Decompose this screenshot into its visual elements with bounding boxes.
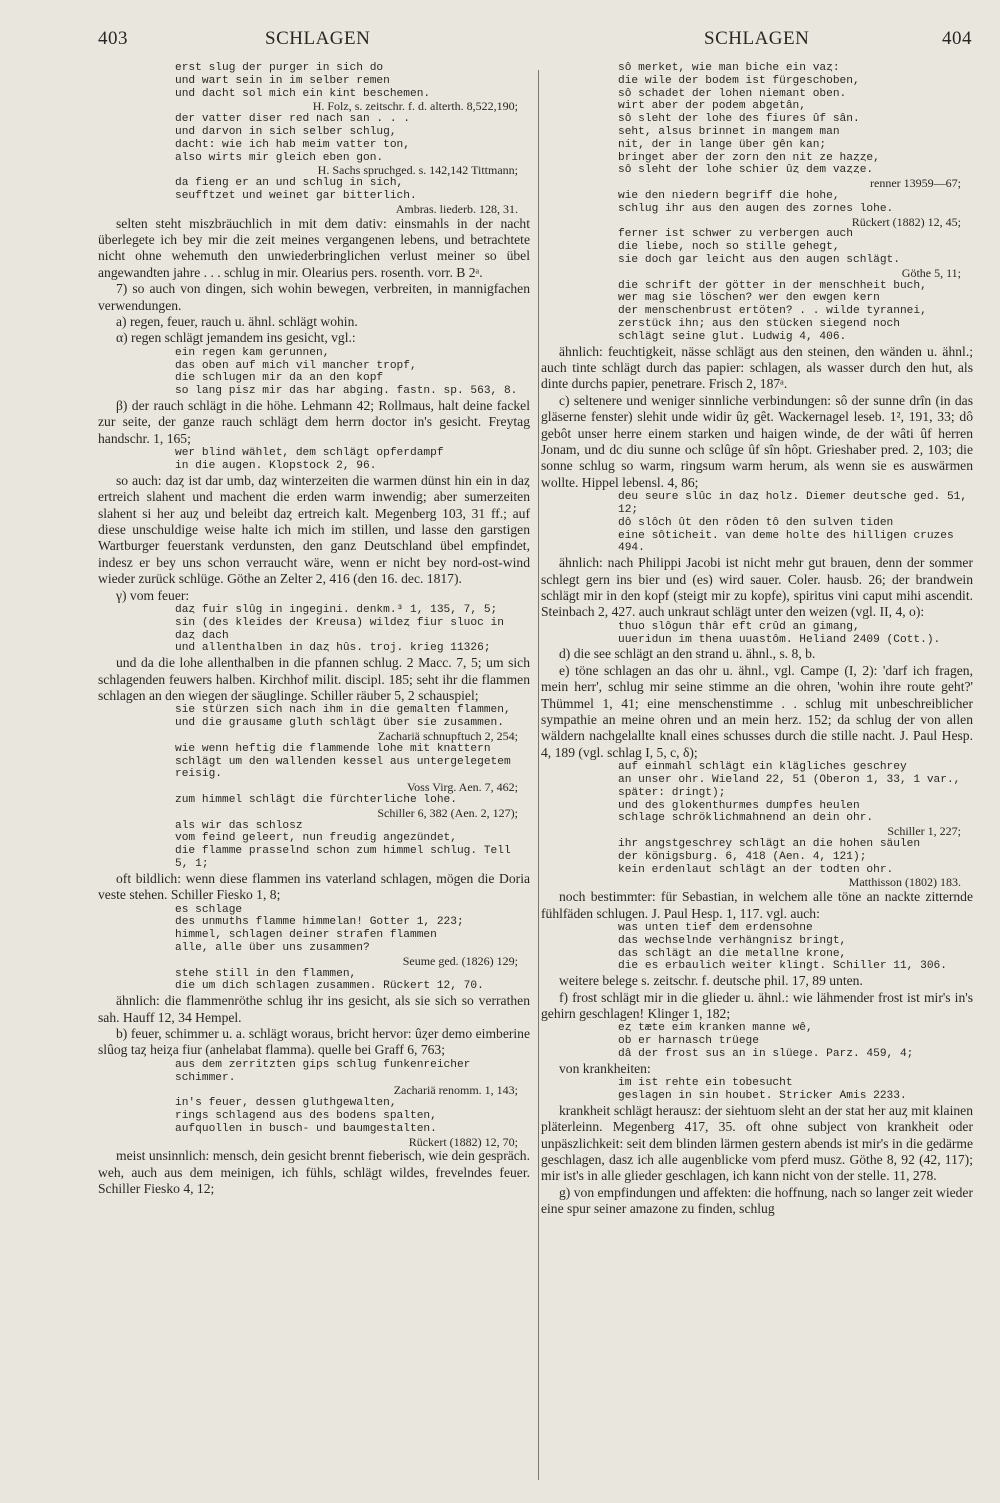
quote-line: die flamme prasselnd schon zum himmel schlug. Tell 5, 1; — [175, 845, 511, 871]
paragraph: ähnlich: feuchtigkeit, nässe schlägt aus den steinen, den wänden u. ähnl.; auch tinte schlägt durch das papier: schlagen, als wasser durch den hut, als dinte durchs papier, penetrare. Frisch 2, 187ᵃ. — [541, 343, 973, 392]
quote-line: uueridun im thena uuastôm. Heliand 2409 (Cott.). — [618, 633, 941, 646]
quote-line: wer mag sie löschen? wer den ewgen kern — [618, 292, 880, 305]
quote-line: in die augen. Klopstock 2, 96. — [175, 460, 377, 473]
quote-line: bringet aber der zorn den nit ze haȥȥe, — [618, 151, 880, 164]
quote-line: wie den niedern begriff die hohe, — [618, 189, 840, 202]
quote-line: seht, alsus brinnet in mangem man — [618, 125, 840, 138]
paragraph: von krankheiten: — [559, 1060, 651, 1076]
quote-line: ob er harnasch trüege — [618, 1035, 759, 1048]
right-page-number: 404 — [942, 28, 972, 49]
quote-line: sin (des kleides der Kreusa) wildeȥ fiur sluoc in daȥ dach — [175, 616, 504, 642]
quote-line: stehe still in den flammen, — [175, 967, 357, 980]
citation: H. Folz, s. zeitschr. f. d. alterth. 8,522,190; — [312, 99, 518, 114]
quote-line: dacht: wie ich hab meim vatter ton, — [175, 138, 410, 151]
paragraph: meist unsinnlich: mensch, dein gesicht brennt fieberisch, wie dein gespräch. weh, auch aus dem meinigen, ich fühls, schlägt wildes, frevelndes feuer. Schiller Fiesko 4, 12; — [98, 1148, 530, 1197]
paragraph: ähnlich: nach Philippi Jacobi ist nicht mehr gut brauen, denn der sommer schlegt gern ins bier und (es) wird sauer. Coler. hausb. 26; der brandwein schlägt mir in den kopf (steigt mir zu kopfe), spiritus vini caput mihi ascendit. Steinbach 2, 427. auch unkraut schlägt unter den weizen (vgl. II, 4, o): — [541, 555, 973, 620]
quote-line: wer blind wählet, dem schlägt opferdampf — [175, 447, 444, 460]
running-header — [0, 28, 1000, 58]
citation: Voss Virg. Aen. 7, 462; — [407, 780, 518, 795]
quote-line: und die grausame gluth schlägt über sie zusammen. — [175, 717, 504, 730]
paragraph: so auch: daȥ ist dar umb, daȥ winterzeiten die warmen dünst hin ein in daȥ ertreich slahent und machent die erden warm inwendig; aber sumerzeiten slahent si her auȥ und beleibt daȥ ertreich kalt. Megenberg 103, 31 ff.; auf diese unschuldige weise halte ich mich im stillen, und lasse den garstigen Wartburger feuerstank verdunsten, den ganz Deutschland übel empfindet, indesz er bey uns schon verraucht wäre, wenn er nicht bey nord-ost-wind wieder zurück schlüge. Göthe an Zelter 2, 416 (den 16. dec. 1817). — [98, 472, 530, 587]
quote-line: der königsburg. 6, 418 (Aen. 4, 121); — [618, 850, 867, 863]
quote-line: die schlugen mir da an den kopf — [175, 372, 384, 385]
citation: H. Sachs spruchged. s. 142,142 Tittmann; — [317, 163, 518, 178]
citation: Rückert (1882) 12, 70; — [408, 1134, 518, 1149]
quote-line: schlug ihr aus den augen des zornes lohe. — [618, 202, 894, 215]
citation: Zachariä schnupftuch 2, 254; — [378, 729, 518, 744]
quote-line: daȥ fuir slûg in ingegini. denkm.³ 1, 135, 7, 5; — [175, 604, 498, 617]
quote-line: zum himmel schlägt die fürchterliche lohe. — [175, 794, 457, 807]
quote-line: dâ der frost sus an in slüege. Parz. 459, 4; — [618, 1048, 914, 1061]
quote-line: die wile der bodem ist fürgeschoben, — [618, 74, 860, 87]
quote-line: in's feuer, dessen gluthgewalten, — [175, 1097, 397, 1110]
quote-line: schlägt um den wallenden kessel aus untergelegetem reisig. — [175, 755, 511, 781]
quote-line: aufquollen in busch- und baumgestalten. — [175, 1122, 437, 1135]
quote-line: geslagen in sin houbet. Stricker Amis 2233. — [618, 1090, 907, 1103]
quote-line: des unmuths flamme himmelan! Gotter 1, 223; — [175, 916, 464, 929]
quote-line: und wart sein in im selber remen — [175, 74, 390, 87]
quote-line: eȥ tæte eim kranken manne wê, — [618, 1022, 813, 1035]
quote-line: vom feind geleert, nun freudig angezündet, — [175, 832, 457, 845]
quote-line: zerstück ihn; aus den stücken siegend noch — [618, 317, 900, 330]
quote-line: rings schlagend aus des bodens spalten, — [175, 1110, 437, 1123]
paragraph: d) die see schlägt an den strand u. ähnl., s. 8, b. — [559, 646, 816, 662]
quote-line: schlage schröklichmahnend an dein ohr. — [618, 812, 874, 825]
citation: Rückert (1882) 12, 45; — [851, 214, 961, 229]
quote-line: wirt aber der podem abgetân, — [618, 100, 806, 113]
quote-line: erst slug der purger in sich do — [175, 62, 384, 74]
paragraph: ähnlich: die flammenröthe schlug ihr ins gesicht, als sie sich so verrathen sah. Hauff 12, 34 Hempel. — [98, 993, 530, 1025]
quote-line: thuo slôgun thâr eft crûd an gimang, — [618, 620, 860, 633]
paragraph: krankheit schlägt herausz: der siehtuom sleht an der stat her auȥ mit klainen pläterleinn. Megenberg 417, 35. oft ohne subject von krankheit oder unpäszlichkeit: seit dem blinden lärmen gestern abends ist mir's in die gedärme geschlagen, dasz ich alle augenblicke vom pferd musz. Göthe 8, 92 (42, 117); mir ist's in alle glieder geschlagen, ich kann nicht von der stelle. 11, 278. — [541, 1102, 973, 1184]
quote-line: was unten tief dem erdensohne — [618, 922, 813, 935]
paragraph: und da die lohe allenthalben in die pfannen schlug. 2 Macc. 7, 5; um sich schlagenden feuwers halben. Kirchhof milit. discipl. 185; seht ihr die flammen schlagen an den wiegen der säuglinge. Schiller räuber 5, 2 schauspiel; — [98, 655, 530, 704]
quote-line: nit, der in lange über gên kan; — [618, 138, 827, 151]
quote-line: das schlägt an die metallne krone, — [618, 947, 847, 960]
quote-line: und des glokenthurmes dumpfes heulen — [618, 799, 860, 812]
quote-line: das wechselnde verhängnisz bringt, — [618, 934, 847, 947]
quote-line: da fieng er an und schlug in sich, — [175, 177, 404, 190]
quote-line: so lang pisz mir das har abging. fastn. sp. 563, 8. — [175, 385, 518, 398]
paragraph: c) seltenere und weniger sinnliche verbindungen: sô der sunne drîn (in das gläserne fenster) slehit unde widir ûȥ gêt. Wackernagel leseb. 1², 191, 33; dô gebôt unser herre einem starken und haigen winde, de der wâti ûf herren Jonam, und dc diu sunne och sclûge ûf sîn hôpt. Grieshaber pred. 2, 103; die sonne schlug so warm, ringsum warm herum, als wenn sie es auswärmen wollte. Hippel lebensl. 4, 86; — [541, 392, 973, 490]
quote-line: himmel, schlagen deiner strafen flammen — [175, 929, 437, 942]
right-column — [541, 62, 973, 1218]
citation: Schiller 1, 227; — [887, 824, 961, 839]
quote-line: sô sleht der lohe schier ûȥ dem vaȥȥe. — [618, 164, 874, 177]
paragraph: β) der rauch schlägt in die höhe. Lehmann 42; Rollmaus, halt deine fackel zur seite, der ganze rauch schlägt dem herrn doctor in's gesicht. Freytag handschr. 1, 165; — [98, 398, 530, 446]
quote-line: die schrift der götter in der menschheit buch, — [618, 279, 927, 292]
paragraph: noch bestimmter: für Sebastian, in welchem alle töne an nackte zitternde fühlfäden schlugen. J. Paul Hesp. 1, 117. vgl. auch: — [541, 889, 973, 921]
quote-line: ihr angstgeschrey schlägt an die hohen säulen — [618, 838, 921, 851]
paragraph: b) feuer, schimmer u. a. schlägt woraus, bricht hervor: ûȥer demo eimberine slûog taȥ heiȥa fiur (anhelabat flamma). quelle bei Graff 6, 763; — [98, 1026, 530, 1058]
paragraph: a) regen, feuer, rauch u. ähnl. schlägt wohin. — [116, 314, 358, 329]
quote-line: an unser ohr. Wieland 22, 51 (Oberon 1, 33, 1 var., später: dringt); — [618, 774, 961, 799]
quote-line: die es erbaulich weiter klingt. Schiller 11, 306. — [618, 960, 947, 973]
quote-line: die liebe, noch so stille gehegt, — [618, 241, 840, 254]
quote-line: aus dem zerritzten gips schlug funkenreicher schimmer. — [175, 1058, 471, 1084]
quote-line: der menschenbrust ertöten? . . wilde tyrannei, — [618, 305, 927, 318]
quote-line: als wir das schlosz — [175, 819, 303, 832]
paragraph: oft bildlich: wenn diese flammen ins vaterland schlagen, mögen die Doria veste stehen. Schiller Fiesko 1, 8; — [98, 870, 530, 903]
quote-line: im ist rehte ein tobesucht — [618, 1077, 793, 1090]
paragraph: 7) so auch von dingen, sich wohin bewegen, verbreiten, in mannigfachen verwendungen. — [98, 281, 530, 313]
paragraph: γ) vom feuer: — [116, 587, 190, 603]
quote-line: sô merket, wie man biche ein vaȥ: — [618, 62, 840, 74]
quote-line: sô schadet der lohen niemant oben. — [618, 87, 847, 100]
quote-line: es schlage — [175, 903, 243, 916]
paragraph: g) von empfindungen und affekten: die hoffnung, nach so langer zeit wieder eine spur seiner amazone zu finden, schlug — [541, 1184, 973, 1217]
left-column — [98, 62, 530, 1198]
quote-line: und darvon in sich selber schlug, — [175, 125, 397, 138]
left-page-number: 403 — [98, 28, 128, 49]
quote-line: seufftzet und weinet gar bitterlich. — [175, 189, 417, 202]
citation: Göthe 5, 11; — [901, 265, 961, 280]
quote-line: deu seure slûc in daȥ holz. Diemer deutsche ged. 51, 12; — [618, 491, 968, 516]
quote-line: schlägt seine glut. Ludwig 4, 406. — [618, 330, 847, 343]
quote-line: sie stürzen sich nach ihm in die gemalten flammen, — [175, 704, 511, 717]
quote-line: alle, alle über uns zusammen? — [175, 942, 370, 955]
quote-line: ferner ist schwer zu verbergen auch — [618, 228, 853, 241]
quote-line: und dacht sol mich ein kint beschemen. — [175, 87, 431, 100]
quote-line: ein regen kam gerunnen, — [175, 346, 330, 359]
paragraph: selten steht miszbräuchlich in mit dem dativ: einsmahls in der nacht überlegete ich bey mir die zeit meines vergangenen lebens, und betrachtete nicht ohne wehemuth den unwiederbringlichen verlust meiner so übel angewandten jahre . . . schlug in mir. Olearius pers. rosenth. vorr. B 2ᵃ. — [98, 215, 530, 280]
quote-line: dô slôch ût den rôden tô den sulven tiden — [618, 516, 894, 529]
quote-line: der vatter diser red nach san . . . — [175, 113, 410, 126]
quote-line: das oben auf mich vil mancher tropf, — [175, 359, 417, 372]
quote-line: sô sleht der lohe des fiures ûf sân. — [618, 113, 860, 126]
right-headword: SCHLAGEN — [704, 28, 810, 49]
quote-line: eine sôticheit. van deme holte des hilligen cruzes 494. — [618, 529, 954, 555]
citation: Ambras. liederb. 128, 31. — [395, 201, 518, 216]
quote-line: kein erdenlaut schlägt an der todten ohr. — [618, 863, 894, 876]
quote-line: die um dich schlagen zusammen. Rückert 12, 70. — [175, 980, 484, 993]
column-divider — [538, 70, 539, 1480]
citation: Zachariä renomm. 1, 143; — [393, 1083, 518, 1098]
quote-line: also wirts mir gleich eben gon. — [175, 151, 384, 164]
left-headword: SCHLAGEN — [265, 28, 371, 49]
quote-line: sie doch gar leicht aus den augen schlägt. — [618, 253, 900, 266]
citation: Schiller 6, 382 (Aen. 2, 127); — [377, 805, 518, 820]
paragraph: e) töne schlagen an das ohr u. ähnl., vgl. Campe (I, 2): 'darf ich fragen, mein herr', schlug mir seine stimme an die ohren, 'wohin ihre route geht?' Thümmel 1, 41; eine menschenstimme . . schlug mit unbeschreiblicher sympathie an meine ohren und an mein herz. 152; da schlug der von allen wäldern nachgelallte knall eines schusses durch die stille nacht. J. Paul Hesp. 4, 189 (vgl. schlag I, 5, c, δ); — [541, 662, 973, 760]
paragraph: α) regen schlägt jemandem ins gesicht, vgl.: — [116, 330, 356, 346]
citation: Seume ged. (1826) 129; — [402, 953, 518, 968]
citation: Matthisson (1802) 183. — [848, 875, 961, 890]
quote-line: wie wenn heftig die flammende lohe mit knattern — [175, 742, 491, 755]
paragraph: f) frost schlägt mir in die glieder u. ähnl.: wie lähmender frost ist mir's in's gehirn geschlagen! Klinger 1, 182; — [541, 989, 973, 1022]
citation: renner 13959—67; — [870, 176, 961, 191]
quote-line: auf einmahl schlägt ein klägliches geschrey — [618, 761, 907, 774]
paragraph: weitere belege s. zeitschr. f. deutsche phil. 17, 89 unten. — [559, 973, 863, 989]
quote-line: und allenthalben in daȥ hûs. troj. krieg 11326; — [175, 642, 491, 655]
